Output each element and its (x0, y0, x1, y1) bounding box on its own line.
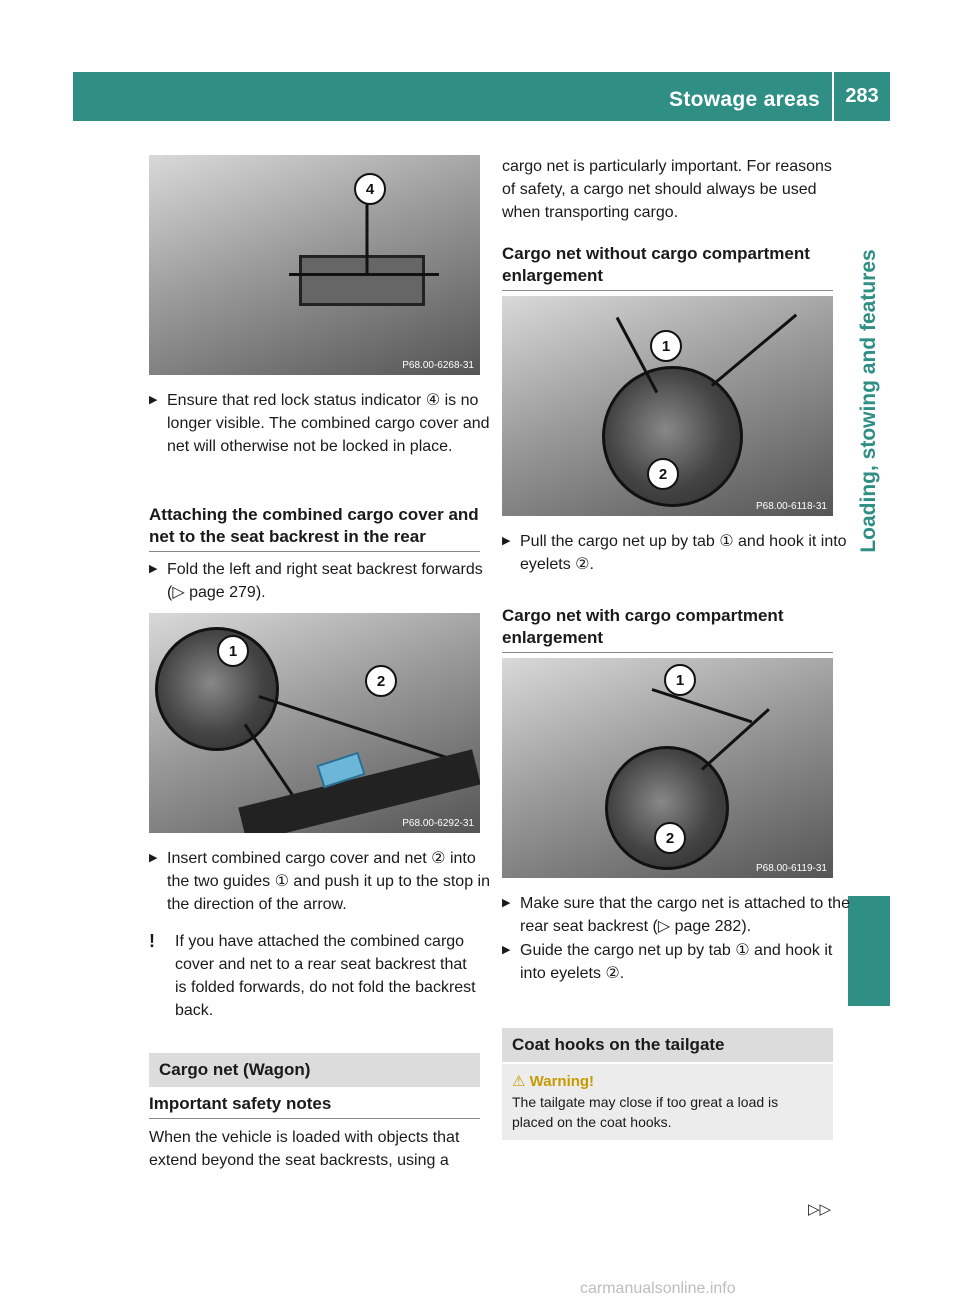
note-text: If you have attached the combined cargo cover and net to a rear seat backrest that is folded forwards, do not fold the backrest back. (175, 933, 476, 1019)
callout-2: 2 (365, 665, 397, 697)
subsection-heading: Cargo net with cargo compartment enlargement (502, 605, 833, 653)
warning-box (502, 1064, 833, 1140)
callout-2: 2 (647, 458, 679, 490)
callout-line (289, 273, 439, 276)
instruction-step: ▶ Pull the cargo net up by tab ① and hook it into eyelets ②. (502, 530, 851, 576)
callout-1: 1 (217, 635, 249, 667)
body-paragraph: When the vehicle is loaded with objects that extend beyond the seat backrests, using a (149, 1129, 460, 1169)
warning-text: The tailgate may close if too great a load is placed on the coat hooks. (512, 1094, 779, 1130)
warning-icon: ⚠ (512, 1073, 526, 1090)
photo-cargo-net-enlarged (502, 658, 833, 878)
callout-line (259, 695, 464, 764)
note-box (149, 930, 480, 1022)
callout-4: 4 (354, 173, 386, 205)
instruction-step: ▶ Guide the cargo net up by tab ① and hook it into eyelets ②. (502, 939, 851, 985)
body-paragraph: cargo net is particularly important. For reasons of safety, a cargo net should always be used when transporting cargo. (502, 158, 832, 221)
subsection-heading: Attaching the combined cargo cover and net to the seat backrest in the rear (149, 504, 480, 552)
instruction-step: ▶ Fold the left and right seat backrest forwards (▷ page 279). (149, 558, 498, 604)
side-chapter-tab (848, 121, 890, 681)
section-heading: Cargo net (Wagon) (149, 1053, 480, 1087)
photo-ref: P68.00-6268-31 (402, 360, 474, 371)
subsection-heading: Cargo net without cargo compartment enlargement (502, 243, 833, 291)
callout-line (711, 314, 797, 387)
photo-ref: P68.00-6292-31 (402, 818, 474, 829)
side-chapter-block (848, 896, 890, 1006)
continue-marker: ▷▷ (808, 1201, 832, 1218)
instruction-step: ▶ Make sure that the cargo net is attached to the rear seat backrest (▷ page 282). (502, 892, 851, 938)
section-heading: Coat hooks on the tailgate (502, 1028, 833, 1062)
exclamation-icon: ! (149, 931, 155, 951)
lock-indicator-slot (299, 255, 425, 306)
warning-title (512, 1072, 823, 1092)
photo-lock-indicator (149, 155, 480, 375)
page-section-title: Stowage areas (669, 88, 820, 111)
callout-line (652, 688, 753, 723)
photo-cargo-cover-guides (149, 613, 480, 833)
callout-line (366, 205, 369, 275)
instruction-step: ▶ Insert combined cargo cover and net ② into the two guides ① and push it up to the stop in the direction of the arrow. (149, 847, 498, 916)
callout-1: 1 (650, 330, 682, 362)
callout-2: 2 (654, 822, 686, 854)
subsection-heading: Important safety notes (149, 1093, 480, 1119)
page-number: 283 (834, 72, 890, 121)
warning-title-text: Warning! (529, 1073, 595, 1090)
photo-ref: P68.00-6119-31 (756, 863, 827, 874)
callout-1: 1 (664, 664, 696, 696)
side-chapter-label: Loading, stowing and features (857, 249, 880, 553)
instruction-step: ▶ Ensure that red lock status indicator ④ is no longer visible. The combined cargo cover and net will otherwise not be locked in place. (149, 389, 498, 458)
photo-cargo-net-standard (502, 296, 833, 516)
photo-ref: P68.00-6118-31 (756, 501, 827, 512)
watermark-text: carmanualsonline.info (580, 1280, 736, 1297)
